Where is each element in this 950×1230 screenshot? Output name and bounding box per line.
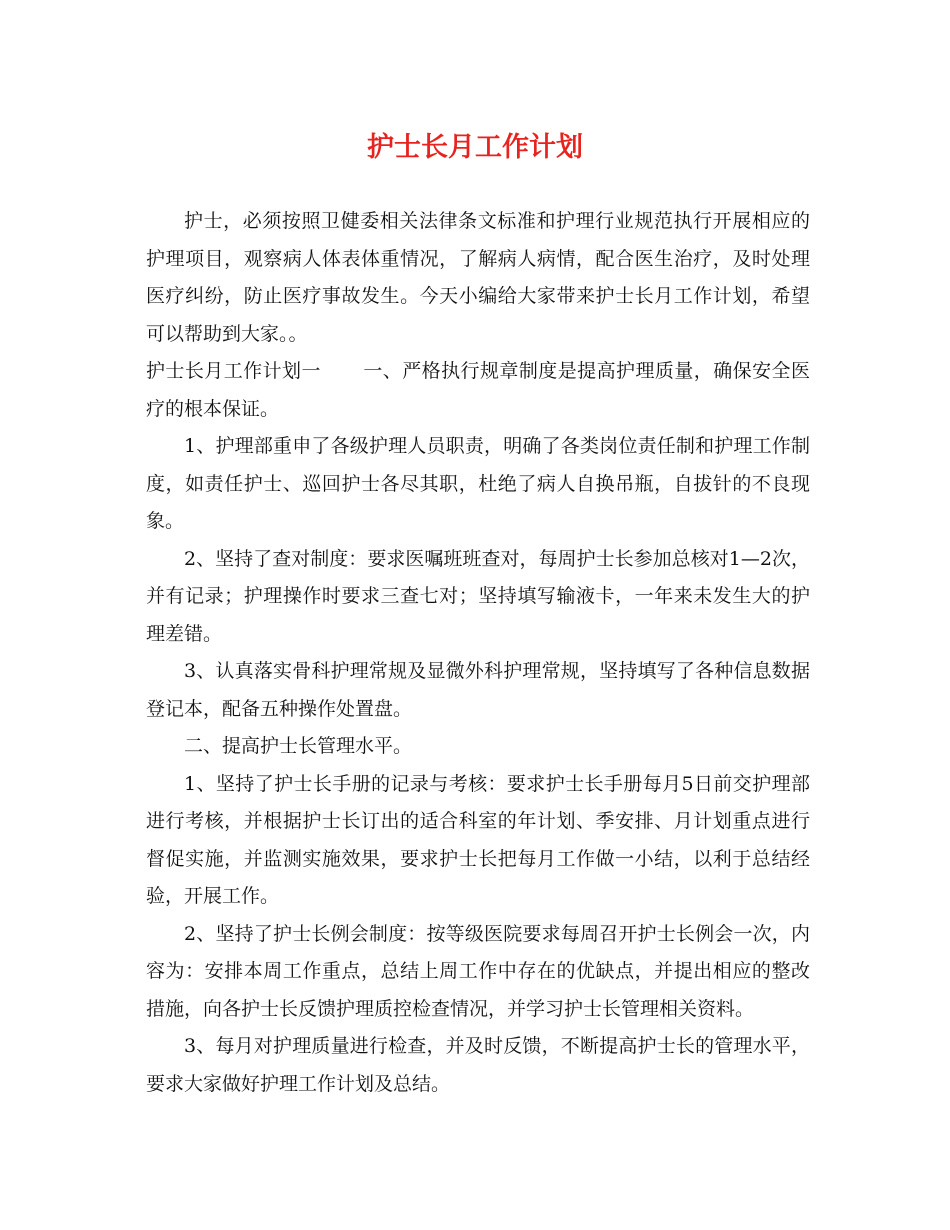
section-2-item-1: 1、坚持了护士长手册的记录与考核：要求护士长手册每月5日前交护理部进行考核，并根据护士长订出的适合科室的年计划、季安排、月计划重点进行督促实施，并监测实施效果，要求护士长把每月工作做一小结，以利于总结经验，开展工作。: [146, 772, 810, 907]
document-title: 护士长月工作计划: [367, 132, 583, 163]
plan-label: 护士长月工作计划一: [146, 360, 321, 382]
section-2-item-3: 3、每月对护理质量进行检查，并及时反馈，不断提高护士长的管理水平，要求大家做好护理工作计划及总结。: [146, 1035, 810, 1095]
intro-paragraph: 护士，必须按照卫健委相关法律条文标准和护理行业规范执行开展相应的护理项目，观察病人体表体重情况，了解病人病情，配合医生治疗，及时处理医疗纠纷，防止医疗事故发生。今天小编给大家带来护士长月工作计划，希望可以帮助到大家。。: [146, 210, 810, 345]
section-2-item-2: 2、坚持了护士长例会制度：按等级医院要求每周召开护士长例会一次，内容为：安排本周工作重点，总结上周工作中存在的优缺点，并提出相应的整改措施，向各护士长反馈护理质控检查情况，并学习护士长管理相关资料。: [146, 922, 810, 1020]
section-1-heading: 一、严格执行规章制度是提高护理质量，确保安全医疗的根本保证。: [146, 360, 810, 420]
section-1-item-1: 1、护理部重申了各级护理人员职责，明确了各类岗位责任制和护理工作制度，如责任护士、巡回护士各尽其职，杜绝了病人自换吊瓶，自拔针的不良现象。: [146, 435, 810, 532]
document-body: [146, 203, 810, 1103]
section-2-heading: 二、提高护士长管理水平。: [184, 735, 413, 757]
section-1-item-3: 3、认真落实骨科护理常规及显微外科护理常规，坚持填写了各种信息数据登记本，配备五种操作处置盘。: [146, 660, 810, 720]
section-1-item-2: 2、坚持了查对制度：要求医嘱班班查对，每周护士长参加总核对1—2次，并有记录；护理操作时要求三查七对；坚持填写输液卡，一年来未发生大的护理差错。: [146, 547, 810, 645]
plan-heading-line: [146, 353, 810, 428]
